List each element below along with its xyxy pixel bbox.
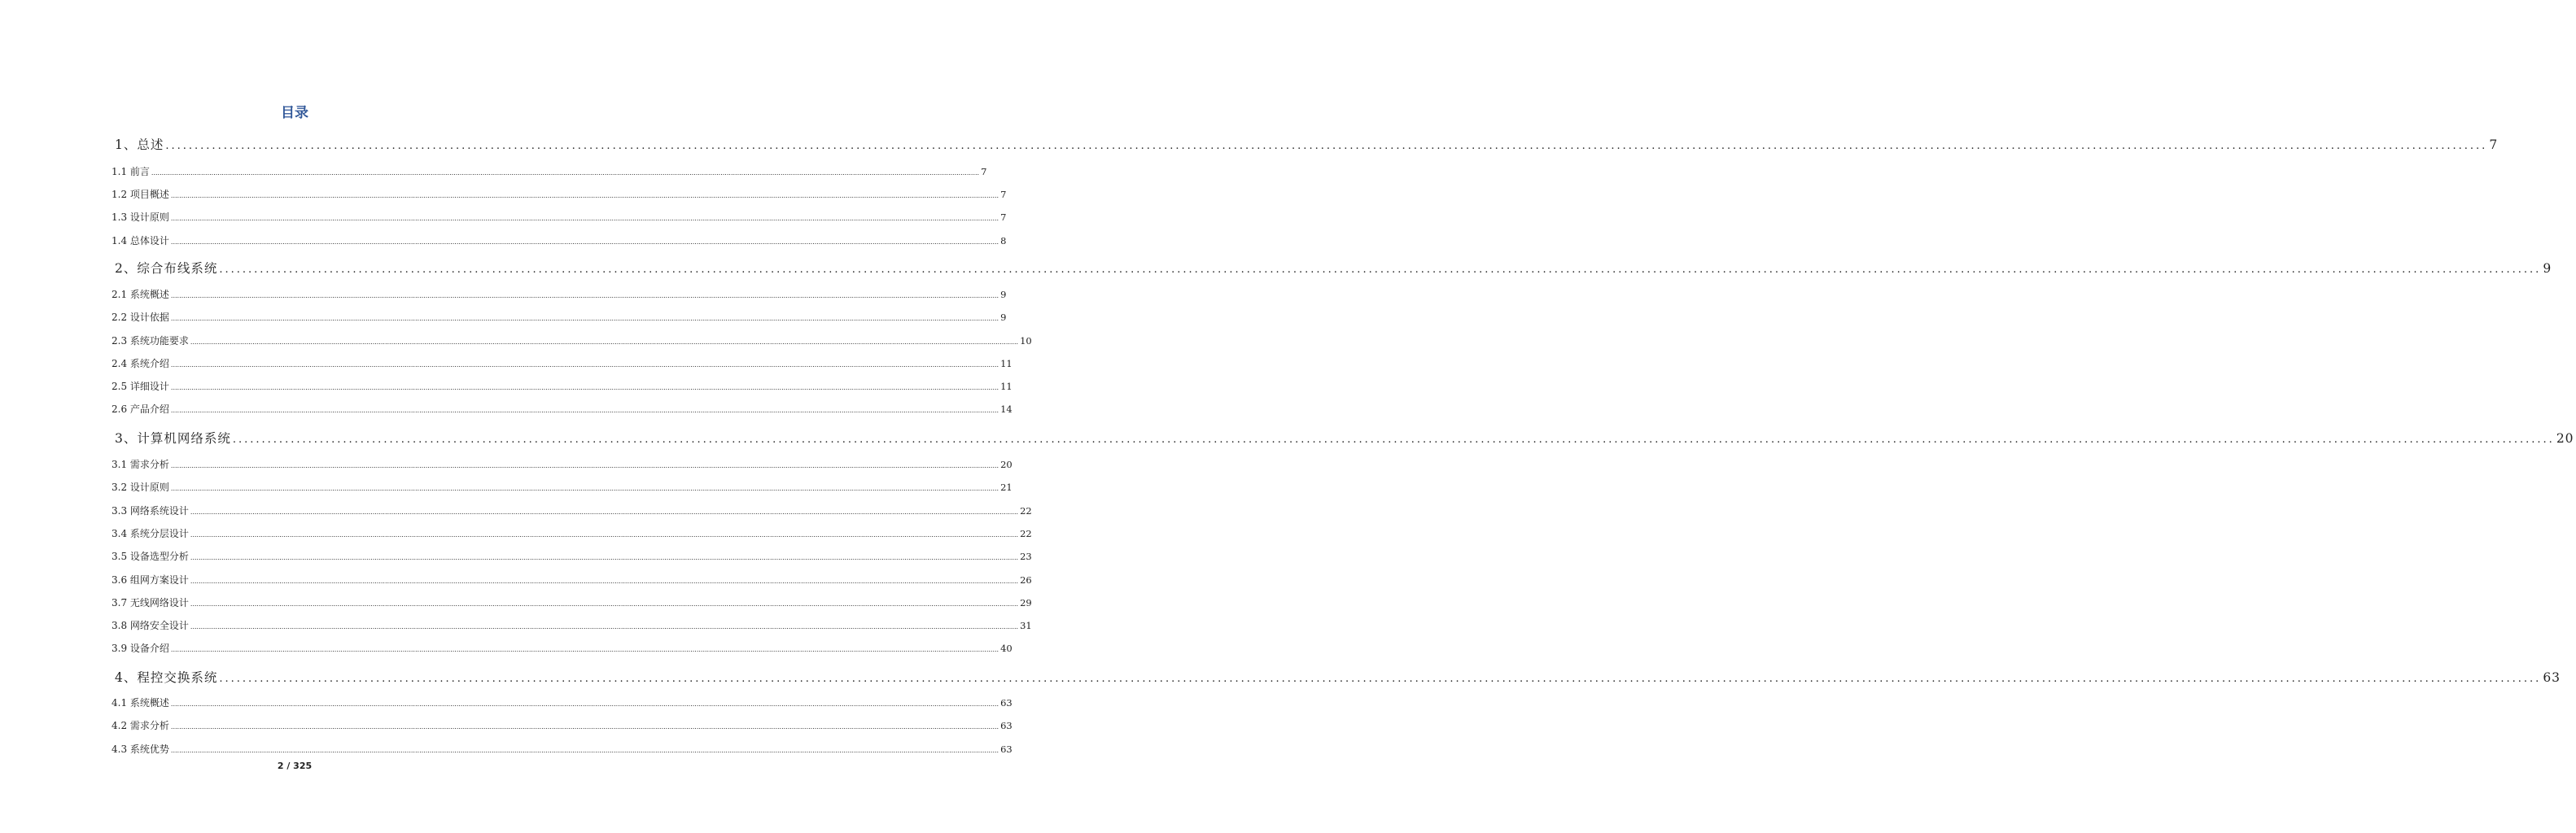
toc-entry-page-number: 7 <box>2489 137 2499 152</box>
toc-entry-label: 1.3 设计原则 <box>112 212 169 223</box>
toc-section-entry[interactable] <box>112 696 1012 709</box>
toc-entry-label: 4.3 系统优势 <box>112 744 169 755</box>
toc-entry-page-number: 9 <box>1000 312 1007 323</box>
toc-dot-leader: ................................................................................................................................................................................................................................................................................................................................................................................................................ <box>170 315 999 322</box>
toc-entry-label: 1、总述 <box>115 137 164 152</box>
toc-section-entry[interactable] <box>112 480 1012 494</box>
toc-entry-page-number: 9 <box>2543 261 2552 276</box>
toc-section-entry[interactable] <box>112 187 1007 201</box>
toc-entry-page-number: 9 <box>1000 289 1007 300</box>
toc-entry-label: 2.4 系统介绍 <box>112 358 169 369</box>
toc-entry-label: 3.8 网络安全设计 <box>112 620 189 631</box>
toc-entry-label: 3.4 系统分层设计 <box>112 528 189 539</box>
toc-dot-leader: ................................................................................................................................................................................................................................................................................................................................................................................................................ <box>190 531 1019 539</box>
toc-entry-page-number: 63 <box>1000 744 1012 755</box>
toc-entry-page-number: 63 <box>1000 720 1012 731</box>
toc-dot-leader: ................................................................................................................................................................................................................................................................................................................................................................................................................ <box>219 673 2542 685</box>
toc-entry-page-number: 22 <box>1020 528 1032 539</box>
toc-dot-leader: ................................................................................................................................................................................................................................................................................................................................................................................................................ <box>170 747 999 754</box>
toc-section-entry[interactable] <box>112 210 1007 224</box>
toc-section-entry[interactable] <box>112 742 1012 756</box>
toc-section-entry[interactable] <box>112 233 1007 247</box>
toc-chapter-entry[interactable] <box>112 135 2499 153</box>
toc-dot-leader: ................................................................................................................................................................................................................................................................................................................................................................................................................ <box>170 646 999 653</box>
toc-dot-leader: ................................................................................................................................................................................................................................................................................................................................................................................................................ <box>170 384 999 391</box>
toc-entry-label: 3、计算机网络系统 <box>115 431 231 446</box>
toc-entry-label: 4.2 需求分析 <box>112 720 169 731</box>
toc-section-entry[interactable] <box>112 457 1012 471</box>
toc-entry-label: 1.2 项目概述 <box>112 189 169 200</box>
page-indicator: 2 / 325 <box>277 761 313 771</box>
toc-section-entry[interactable] <box>112 334 1032 347</box>
toc-chapter-entry[interactable] <box>112 259 2552 277</box>
toc-entry-label: 3.1 需求分析 <box>112 459 169 470</box>
toc-entry-label: 2.1 系统概述 <box>112 289 169 300</box>
toc-section-entry[interactable] <box>112 379 1012 393</box>
toc-section-entry[interactable] <box>112 164 987 178</box>
toc-section-entry[interactable] <box>112 356 1012 370</box>
toc-entry-page-number: 11 <box>1000 381 1012 392</box>
toc-entry-page-number: 63 <box>2543 670 2561 685</box>
toc-entry-label: 3.3 网络系统设计 <box>112 505 189 517</box>
toc-entry-page-number: 20 <box>1000 459 1012 470</box>
toc-dot-leader: ................................................................................................................................................................................................................................................................................................................................................................................................................ <box>170 238 999 246</box>
toc-entry-page-number: 7 <box>981 166 987 177</box>
toc-section-entry[interactable] <box>112 504 1032 517</box>
toc-section-entry[interactable] <box>112 718 1012 732</box>
toc-entry-page-number: 63 <box>1000 697 1012 709</box>
toc-dot-leader: ................................................................................................................................................................................................................................................................................................................................................................................................................ <box>170 462 999 469</box>
toc-dot-leader: ................................................................................................................................................................................................................................................................................................................................................................................................................ <box>170 215 999 222</box>
toc-entry-page-number: 21 <box>1000 482 1012 493</box>
toc-section-entry[interactable] <box>112 310 1007 324</box>
toc-dot-leader: ................................................................................................................................................................................................................................................................................................................................................................................................................ <box>170 407 999 414</box>
toc-entry-label: 3.9 设备介绍 <box>112 643 169 654</box>
toc-entry-label: 1.1 前言 <box>112 166 150 177</box>
toc-section-entry[interactable] <box>112 402 1012 416</box>
toc-entry-label: 4、程控交换系统 <box>115 670 218 685</box>
toc-entry-page-number: 31 <box>1020 620 1032 631</box>
toc-chapter-entry[interactable] <box>112 429 2574 447</box>
toc-entry-label: 2.3 系统功能要求 <box>112 335 189 347</box>
toc-dot-leader: ................................................................................................................................................................................................................................................................................................................................................................................................................ <box>219 264 2542 276</box>
toc-section-entry[interactable] <box>112 595 1032 609</box>
toc-entry-page-number: 11 <box>1000 358 1012 369</box>
toc-entry-page-number: 29 <box>1020 597 1032 608</box>
toc-entry-page-number: 20 <box>2556 431 2574 446</box>
toc-entry-label: 3.5 设备选型分析 <box>112 551 189 562</box>
toc-section-entry[interactable] <box>112 641 1012 655</box>
toc-entry-page-number: 14 <box>1000 403 1012 415</box>
toc-section-entry[interactable] <box>112 526 1032 540</box>
toc-dot-leader: ................................................................................................................................................................................................................................................................................................................................................................................................................ <box>170 292 999 299</box>
toc-dot-leader: ................................................................................................................................................................................................................................................................................................................................................................................................................ <box>232 434 2555 446</box>
toc-entry-page-number: 26 <box>1020 574 1032 586</box>
toc-entry-label: 4.1 系统概述 <box>112 697 169 709</box>
toc-dot-leader: ................................................................................................................................................................................................................................................................................................................................................................................................................ <box>170 700 999 708</box>
toc-title: 目录 <box>281 105 308 121</box>
toc-entry-page-number: 7 <box>1000 189 1007 200</box>
toc-dot-leader: ................................................................................................................................................................................................................................................................................................................................................................................................................ <box>151 169 980 177</box>
toc-dot-leader: ................................................................................................................................................................................................................................................................................................................................................................................................................ <box>190 554 1019 561</box>
toc-entry-page-number: 40 <box>1000 643 1012 654</box>
toc-section-entry[interactable] <box>112 573 1032 587</box>
toc-dot-leader: ................................................................................................................................................................................................................................................................................................................................................................................................................ <box>170 485 999 492</box>
toc-entry-page-number: 10 <box>1020 335 1032 347</box>
toc-dot-leader: ................................................................................................................................................................................................................................................................................................................................................................................................................ <box>190 508 1019 516</box>
toc-section-entry[interactable] <box>112 549 1032 563</box>
toc-entry-page-number: 8 <box>1000 235 1007 246</box>
toc-section-entry[interactable] <box>112 287 1007 301</box>
toc-entry-label: 2、综合布线系统 <box>115 261 218 276</box>
toc-entry-page-number: 23 <box>1020 551 1032 562</box>
toc-dot-leader: ................................................................................................................................................................................................................................................................................................................................................................................................................ <box>190 578 1019 585</box>
toc-entry-label: 2.2 设计依据 <box>112 312 169 323</box>
toc-dot-leader: ................................................................................................................................................................................................................................................................................................................................................................................................................ <box>190 600 1019 608</box>
toc-dot-leader: ................................................................................................................................................................................................................................................................................................................................................................................................................ <box>170 192 999 199</box>
toc-entry-label: 3.7 无线网络设计 <box>112 597 189 608</box>
toc-entry-page-number: 7 <box>1000 212 1007 223</box>
toc-dot-leader: ................................................................................................................................................................................................................................................................................................................................................................................................................ <box>165 140 2488 152</box>
toc-dot-leader: ................................................................................................................................................................................................................................................................................................................................................................................................................ <box>170 723 999 731</box>
toc-entry-page-number: 22 <box>1020 505 1032 517</box>
toc-entry-label: 1.4 总体设计 <box>112 235 169 246</box>
toc-dot-leader: ................................................................................................................................................................................................................................................................................................................................................................................................................ <box>190 338 1019 346</box>
toc-section-entry[interactable] <box>112 618 1032 632</box>
toc-entry-label: 2.6 产品介绍 <box>112 403 169 415</box>
toc-dot-leader: ................................................................................................................................................................................................................................................................................................................................................................................................................ <box>170 361 999 369</box>
toc-entry-label: 2.5 详细设计 <box>112 381 169 392</box>
toc-dot-leader: ................................................................................................................................................................................................................................................................................................................................................................................................................ <box>190 623 1019 630</box>
toc-chapter-entry[interactable] <box>112 668 2561 686</box>
toc-entry-label: 3.2 设计原则 <box>112 482 169 493</box>
toc-entry-label: 3.6 组网方案设计 <box>112 574 189 586</box>
